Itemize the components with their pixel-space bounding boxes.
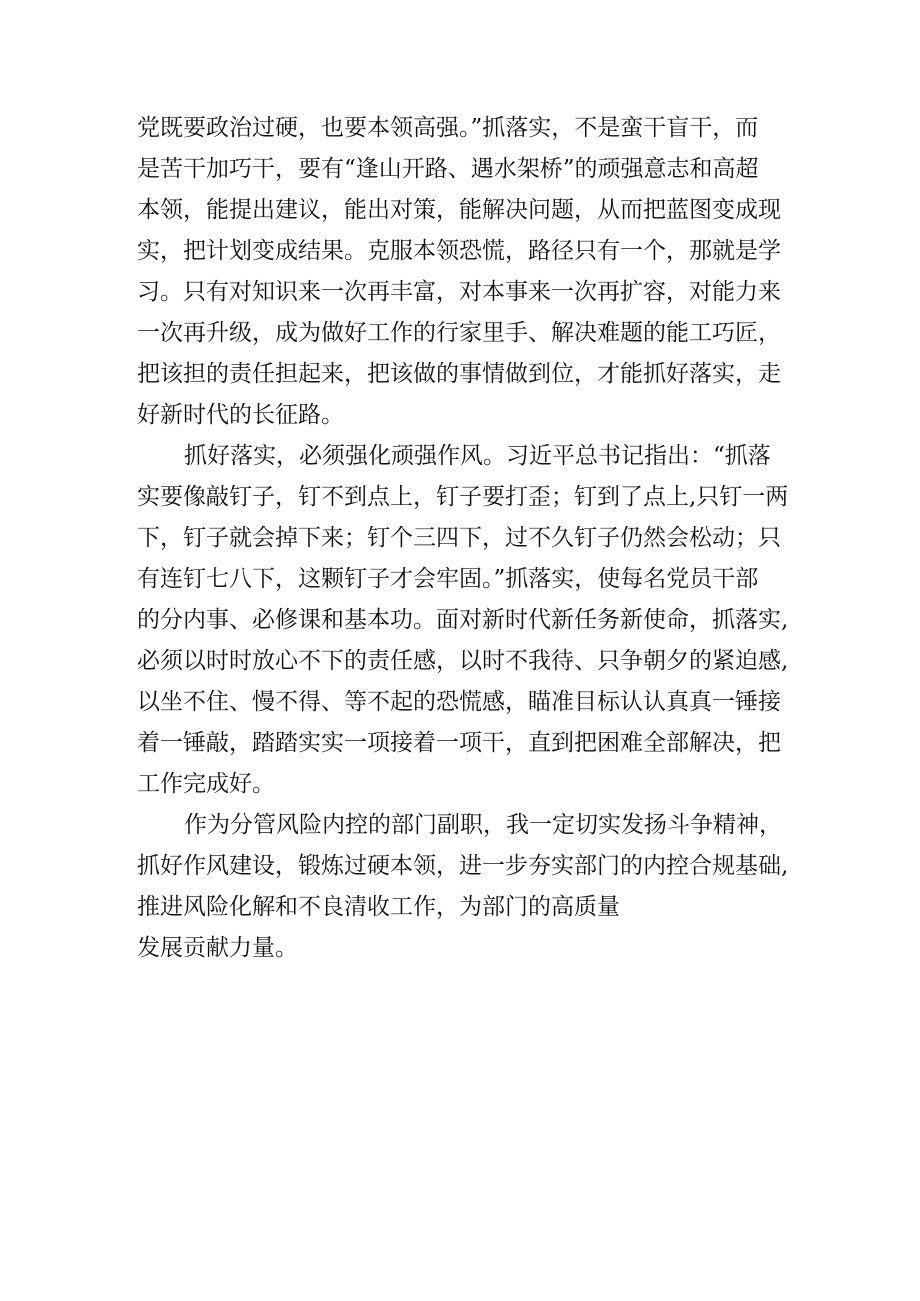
- text-line: 的分内事、必修课和基本功。面对新时代新任务新使命，抓落实,: [137, 607, 789, 633]
- text-line: 一次再升级，成为做好工作的行家里手、解决难题的能工巧匠，: [137, 320, 781, 346]
- text-line: 下，钉子就会掉下来；钉个三四下，过不久钉子仍然会松动；只: [137, 525, 781, 551]
- text-line: 发展贡献力量。: [137, 935, 298, 961]
- text-line: 抓好作风建设，锻炼过硬本领，进一步夯实部门的内控合规基础,: [137, 853, 789, 879]
- text-line: 是苦干加巧干，要有“逢山开路、遇水架桥”的顽强意志和高超: [137, 156, 759, 182]
- text-line: 把该担的责任担起来，把该做的事情做到位，才能抓好落实，走: [137, 361, 781, 387]
- text-line: 好新时代的长征路。: [137, 402, 344, 428]
- paragraph-first-line: 抓好落实，必须强化顽强作风。习近平总书记指出：“抓落: [184, 443, 771, 469]
- text-line: 有连钉七八下，这颗钉子才会牢固。”抓落实，使每名党员干部: [137, 566, 759, 592]
- text-line: 必须以时时放心不下的责任感，以时不我待、只争朝夕的紧迫感,: [137, 648, 789, 674]
- text-line: 工作完成好。: [137, 771, 275, 797]
- text-line: 着一锤敲，踏踏实实一项接着一项干，直到把困难全部解决，把: [137, 730, 781, 756]
- text-line: 习。只有对知识来一次再丰富，对本事来一次再扩容，对能力来: [137, 279, 781, 305]
- text-line: 推进风险化解和不良清收工作，为部门的高质量: [137, 894, 620, 920]
- text-line: 实要像敲钉子，钉不到点上，钉子要打歪；钉到了点上,只钉一两: [137, 484, 789, 510]
- text-line: 以坐不住、慢不得、等不起的恐慌感，瞄准目标认认真真一锤接: [137, 689, 781, 715]
- text-line: 实，把计划变成结果。克服本领恐慌，路径只有一个，那就是学: [137, 238, 781, 264]
- text-line: 党既要政治过硬，也要本领高强。”抓落实，不是蛮干盲干，而: [137, 115, 759, 141]
- text-line: 本领，能提出建议，能出对策，能解决问题，从而把蓝图变成现: [137, 197, 781, 223]
- paragraph-first-line: 作为分管风险内控的部门副职，我一定切实发扬斗争精神，: [184, 812, 782, 838]
- body-text: [137, 108, 797, 969]
